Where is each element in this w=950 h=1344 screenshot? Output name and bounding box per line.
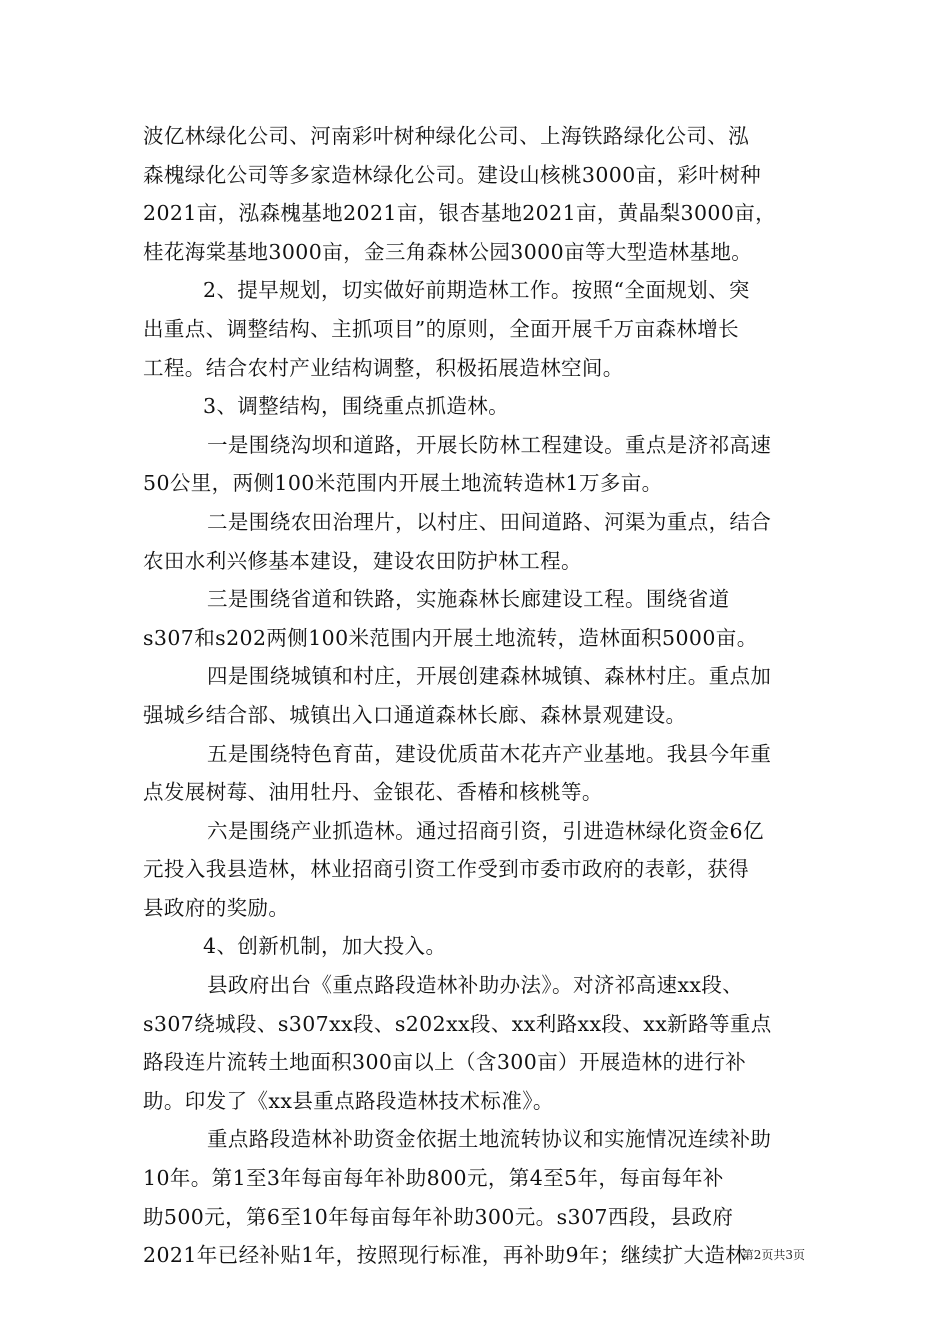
text-line: 2、提早规划，切实做好前期造林工作。按照“全面规划、突 (203, 278, 750, 303)
text-line: 森槐绿化公司等多家造林绿化公司。建设山核桃3000亩，彩叶树种 (143, 162, 762, 187)
text-line: 农田水利兴修基本建设，建设农田防护林工程。 (143, 548, 582, 573)
document-body (143, 117, 808, 1275)
text-line: 县政府的奖励。 (143, 895, 290, 920)
text-line: 点发展树莓、油用牡丹、金银花、香椿和核桃等。 (143, 780, 603, 805)
text-line: 出重点、调整结构、主抓项目”的原则，全面开展千万亩森林增长 (143, 316, 740, 341)
paragraph-subsidy-funds (143, 1120, 808, 1274)
paragraph-item-5 (143, 735, 808, 812)
paragraph-item-3 (143, 580, 808, 657)
paragraph-heading-3 (143, 387, 808, 426)
text-line: 一是围绕沟坝和道路，开展长防林工程建设。重点是济祁高速 (207, 432, 772, 457)
text-line: 助500元，第6至10年每亩每年补助300元。s307西段，县政府 (143, 1204, 734, 1229)
paragraph-heading-4 (143, 927, 808, 966)
text-line: 五是围绕特色育苗，建设优质苗木花卉产业基地。我县今年重 (207, 741, 772, 766)
text-line: 3、调整结构，围绕重点抓造林。 (203, 394, 510, 419)
text-line: s307和s202两侧100米范围内开展土地流转，造林面积5000亩。 (143, 625, 758, 650)
text-line: 助。印发了《xx县重点路段造林技术标准》。 (143, 1088, 554, 1113)
text-line: 桂花海棠基地3000亩，金三角森林公园3000亩等大型造林基地。 (143, 239, 753, 264)
text-line: 重点路段造林补助资金依据土地流转协议和实施情况连续补助 (207, 1127, 772, 1152)
text-line: 元投入我县造林，林业招商引资工作受到市委市政府的表彰，获得 (143, 857, 750, 882)
paragraph-item-2 (143, 503, 808, 580)
text-line: 工程。结合农村产业结构调整，积极拓展造林空间。 (143, 355, 624, 380)
paragraph-item-1 (143, 426, 808, 503)
text-line: 二是围绕农田治理片，以村庄、田间道路、河渠为重点，结合 (207, 509, 772, 534)
text-line: 4、创新机制，加大投入。 (203, 934, 447, 959)
text-line: 三是围绕省道和铁路，实施森林长廊建设工程。围绕省道 (207, 587, 730, 612)
text-line: s307绕城段、s307xx段、s202xx段、xx利路xx段、xx新路等重点 (143, 1011, 772, 1036)
paragraph-planning (143, 271, 808, 387)
text-line: 2021亩，泓森槐基地2021亩，银杏基地2021亩，黄晶梨3000亩， (143, 201, 777, 226)
text-line: 50公里，两侧100米范围内开展土地流转造林1万多亩。 (143, 471, 663, 496)
text-line: 六是围绕产业抓造林。通过招商引资，引进造林绿化资金6亿 (207, 818, 764, 843)
paragraph-item-4 (143, 657, 808, 734)
paragraph-item-6 (143, 812, 808, 928)
text-line: 强城乡结合部、城镇出入口通道森林长廊、森林景观建设。 (143, 702, 687, 727)
text-line: 10年。第1至3年每亩每年补助800元，第4至5年，每亩每年补 (143, 1166, 724, 1191)
paragraph-companies (143, 117, 808, 271)
text-line: 波亿林绿化公司、河南彩叶树种绿化公司、上海铁路绿化公司、泓 (143, 124, 750, 148)
paragraph-subsidy-policy (143, 966, 808, 1120)
page-number: 第2页共3页 (741, 1248, 805, 1262)
text-line: 2021年已经补贴1年，按照现行标准，再补助9年；继续扩大造林 (143, 1243, 747, 1268)
text-line: 四是围绕城镇和村庄，开展创建森林城镇、森林村庄。重点加 (207, 664, 772, 689)
text-line: 县政府出台《重点路段造林补助办法》。对济祁高速xx段、 (207, 973, 744, 998)
text-line: 路段连片流转土地面积300亩以上（含300亩）开展造林的进行补 (143, 1050, 747, 1075)
